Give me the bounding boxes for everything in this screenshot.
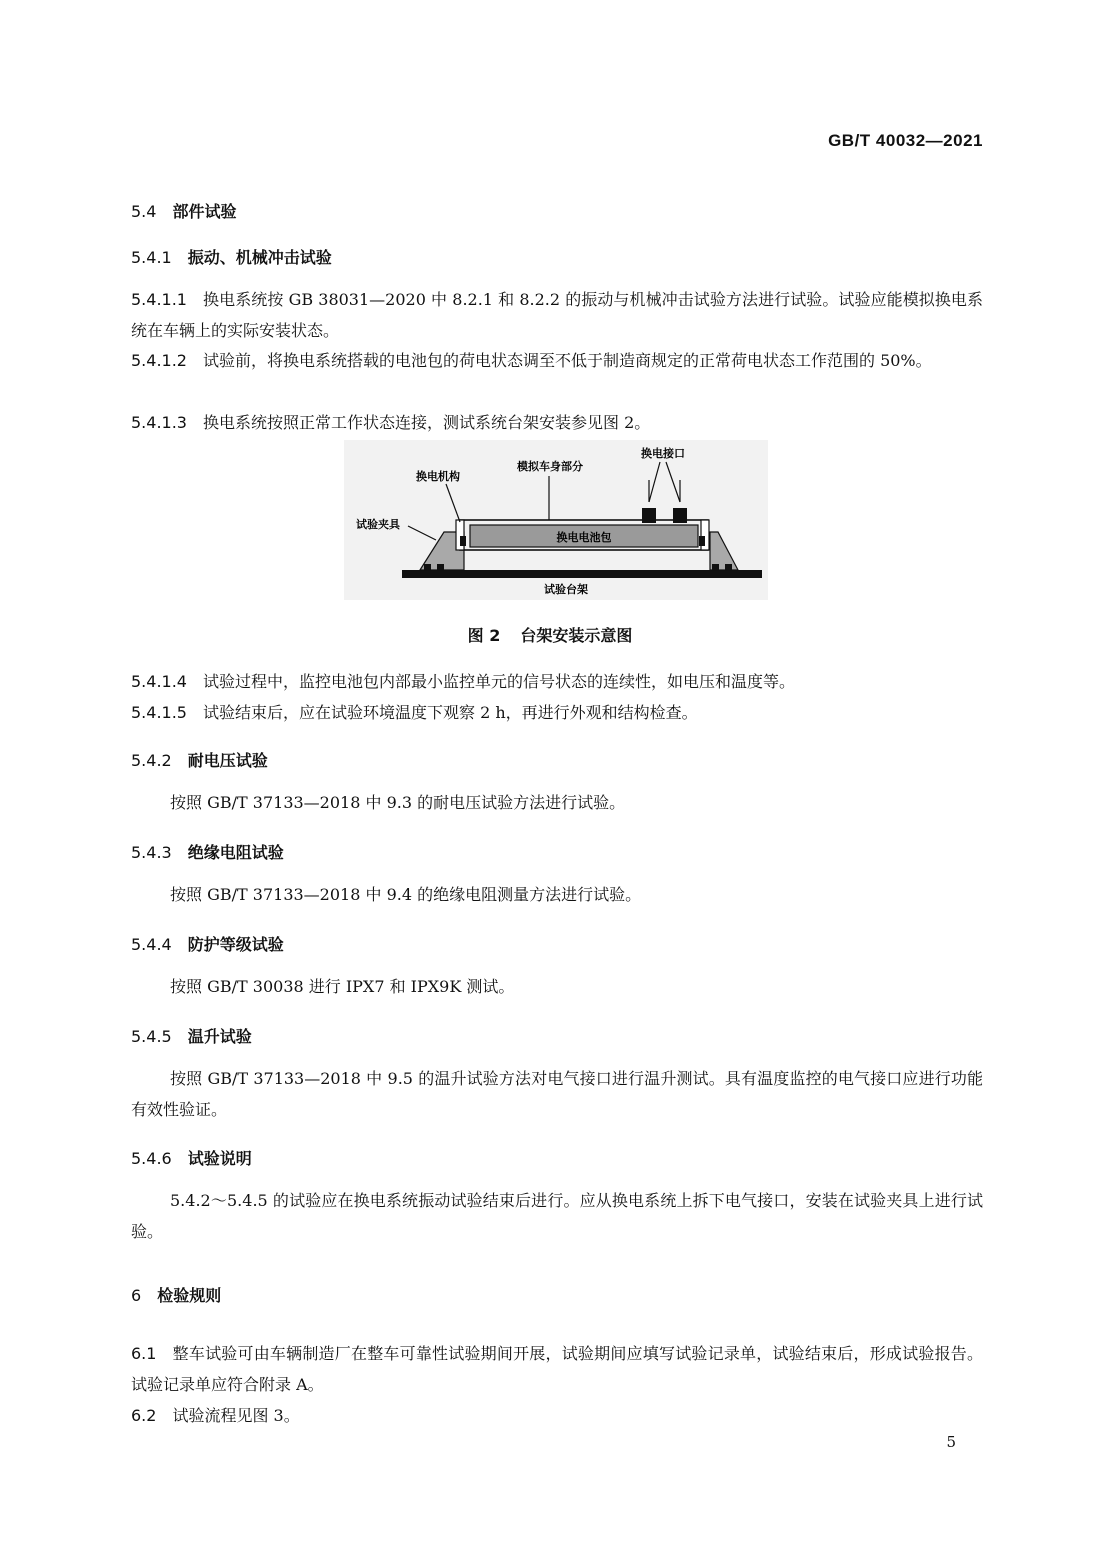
section-heading-5-4-5 (131, 1024, 252, 1047)
paragraph-5-4-5: 按照 GB/T 37133—2018 中 9.5 的温升试验方法对电气接口进行温升测试。具有温度监控的电气接口应进行功能有效性验证。 (131, 1069, 983, 1119)
section-number: 5.4.5 (131, 1027, 172, 1046)
section-heading-5-4-6 (131, 1146, 252, 1169)
clause-number: 5.4.1.4 (131, 672, 187, 691)
section-number: 5.4.6 (131, 1149, 172, 1168)
section-heading-5-4-4 (131, 932, 284, 955)
fixture-bolt (725, 564, 732, 570)
section-number: 5.4.3 (131, 843, 172, 862)
clause-5-4-1-1 (131, 284, 983, 346)
label-test-bench: 试验台架 (544, 583, 588, 596)
clause-number: 5.4.1.5 (131, 703, 187, 722)
figure-2-bench-diagram (344, 440, 768, 600)
fixture-bolt (437, 564, 444, 570)
clause-text: 试验结束后，应在试验环境温度下观察 2 h，再进行外观和结构检查。 (202, 703, 698, 722)
section-title: 温升试验 (187, 1027, 252, 1046)
section-heading-5-4-1 (131, 245, 332, 268)
section-heading-5-4 (131, 199, 236, 222)
clause-text: 试验前，将换电系统搭载的电池包的荷电状态调至不低于制造商规定的正常荷电状态工作范围的 50%。 (202, 351, 932, 370)
clause-number: 5.4.1.2 (131, 351, 187, 370)
clause-text: 试验流程见图 3。 (172, 1406, 300, 1425)
clause-5-4-1-2 (131, 345, 983, 376)
clause-6-1 (131, 1338, 983, 1400)
right-latch (699, 536, 705, 546)
test-bench-base (402, 570, 762, 578)
section-title: 检验规则 (157, 1286, 222, 1305)
bench-diagram-svg (344, 440, 768, 600)
section-title: 试验说明 (187, 1149, 252, 1168)
section-title: 绝缘电阻试验 (187, 843, 284, 862)
section-number: 5.4.4 (131, 935, 172, 954)
section-title: 防护等级试验 (187, 935, 284, 954)
clause-5-4-1-5 (131, 697, 983, 728)
standard-number: GB/T 40032—2021 (828, 131, 983, 150)
page-number: 5 (946, 1433, 956, 1451)
left-latch (460, 536, 466, 546)
section-title: 耐电压试验 (187, 751, 268, 770)
clause-text: 试验过程中，监控电池包内部最小监控单元的信号状态的连续性，如电压和温度等。 (202, 672, 795, 691)
section-title: 部件试验 (172, 202, 237, 221)
section-number: 6 (131, 1286, 142, 1305)
section-heading-6 (131, 1283, 221, 1306)
section-number: 5.4.1 (131, 248, 172, 267)
paragraph-5-4-3: 按照 GB/T 37133—2018 中 9.4 的绝缘电阻测量方法进行试验。 (170, 885, 642, 904)
section-title: 振动、机械冲击试验 (187, 248, 332, 267)
caption-number: 图 2 (467, 626, 501, 645)
caption-title: 台架安装示意图 (520, 626, 633, 645)
fixture-bolt (424, 564, 431, 570)
section-heading-5-4-3 (131, 840, 284, 863)
label-swap-interface: 换电接口 (641, 447, 685, 460)
figure-2-caption (0, 623, 1100, 646)
clause-text: 整车试验可由车辆制造厂在整车可靠性试验期间开展，试验期间应填写试验记录单，试验结束后，形成试验报告。试验记录单应符合附录 A。 (131, 1344, 983, 1394)
section-number: 5.4.2 (131, 751, 172, 770)
clause-6-2 (131, 1400, 983, 1431)
label-simulated-body: 模拟车身部分 (517, 460, 583, 473)
label-test-fixture: 试验夹具 (356, 518, 400, 531)
clause-5-4-1-4 (131, 666, 983, 697)
paragraph-5-4-4: 按照 GB/T 30038 进行 IPX7 和 IPX9K 测试。 (170, 977, 515, 996)
clause-number: 6.1 (131, 1344, 157, 1363)
label-swap-mechanism: 换电机构 (416, 470, 460, 483)
swap-interface-connector (673, 508, 687, 523)
label-battery-pack: 换电电池包 (556, 531, 612, 544)
clause-text: 换电系统按照正常工作状态连接，测试系统台架安装参见图 2。 (202, 413, 651, 432)
swap-interface-connector (642, 508, 656, 523)
section-heading-5-4-2 (131, 748, 268, 771)
clause-number: 5.4.1.3 (131, 413, 187, 432)
paragraph-5-4-6: 5.4.2～5.4.5 的试验应在换电系统振动试验结束后进行。应从换电系统上拆下电气接口，安装在试验夹具上进行试验。 (131, 1191, 983, 1241)
section-number: 5.4 (131, 202, 157, 221)
clause-number: 6.2 (131, 1406, 157, 1425)
fixture-bolt (712, 564, 719, 570)
clause-5-4-1-3 (131, 407, 983, 438)
paragraph-5-4-2: 按照 GB/T 37133—2018 中 9.3 的耐电压试验方法进行试验。 (170, 793, 626, 812)
clause-number: 5.4.1.1 (131, 290, 187, 309)
clause-text: 换电系统按 GB 38031—2020 中 8.2.1 和 8.2.2 的振动与机械冲击试验方法进行试验。试验应能模拟换电系统在车辆上的实际安装状态。 (131, 290, 983, 340)
